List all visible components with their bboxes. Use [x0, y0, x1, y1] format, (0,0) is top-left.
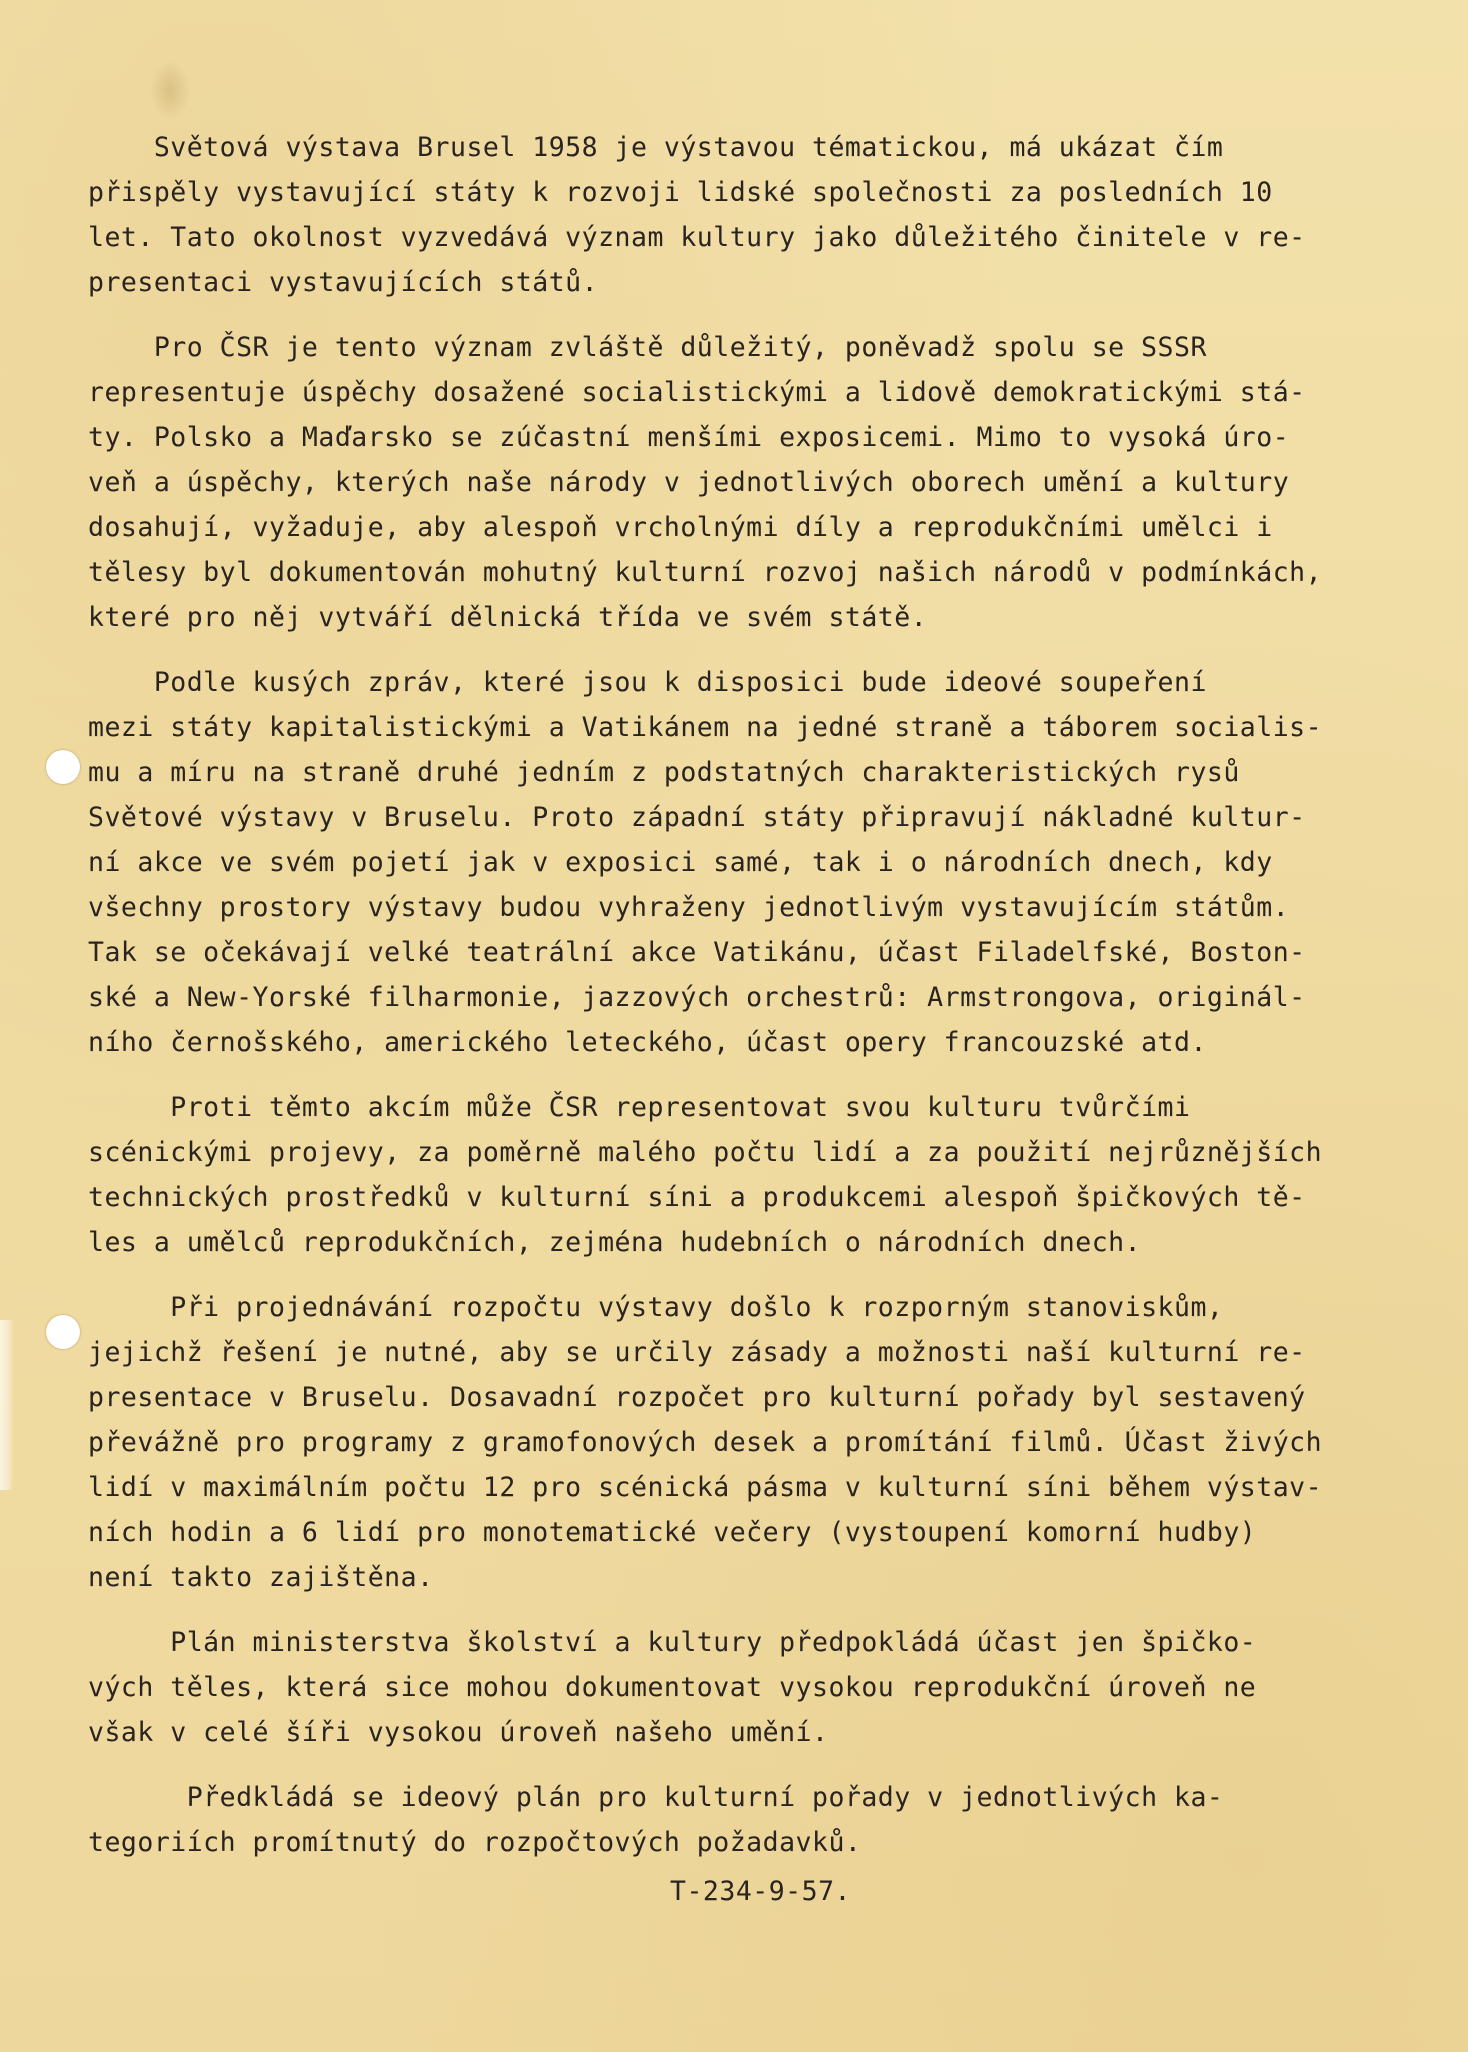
text-line: presentaci vystavujících států. — [88, 267, 599, 298]
text-line: presentace v Bruselu. Dosavadní rozpočet pro kulturní pořady byl sestavený — [88, 1382, 1306, 1413]
text-line: není takto zajištěna. — [88, 1562, 434, 1593]
paragraph — [88, 325, 1428, 640]
text-line: ní akce ve svém pojetí jak v exposici samé, tak i o národních dnech, kdy — [88, 847, 1273, 878]
punch-hole-top — [46, 750, 80, 784]
text-line: Tak se očekávají velké teatrální akce Vatikánu, účast Filadelfské, Boston- — [88, 937, 1306, 968]
text-line: Pro ČSR je tento význam zvláště důležitý, poněvadž spolu se SSSR — [88, 332, 1207, 363]
text-line: Plán ministerstva školství a kultury předpokládá účast jen špičko- — [88, 1627, 1257, 1658]
text-line: ních hodin a 6 lidí pro monotematické večery (vystoupení komorní hudby) — [88, 1517, 1257, 1548]
paragraph — [88, 1285, 1428, 1600]
text-line: veň a úspěchy, kterých naše národy v jednotlivých oborech umění a kultury — [88, 467, 1290, 498]
text-line: ty. Polsko a Maďarsko se zúčastní menšími exposicemi. Mimo to vysoká úro- — [88, 422, 1290, 453]
text-line: jejichž řešení je nutné, aby se určily zásady a možnosti naší kulturní re- — [88, 1337, 1306, 1368]
text-line: Světová výstava Brusel 1958 je výstavou tématickou, má ukázat čím — [88, 132, 1224, 163]
text-line: však v celé šíři vysokou úroveň našeho umění. — [88, 1717, 829, 1748]
document-reference: T-234-9-57. — [670, 1876, 851, 1907]
text-line: Předkládá se ideový plán pro kulturní pořady v jednotlivých ka- — [88, 1782, 1224, 1813]
text-line: mu a míru na straně druhé jedním z podstatných charakteristických rysů — [88, 757, 1240, 788]
document-body — [88, 125, 1428, 1885]
text-line: mezi státy kapitalistickými a Vatikánem na jedné straně a táborem socialis- — [88, 712, 1323, 743]
paper-stain — [150, 60, 190, 120]
text-line: všechny prostory výstavy budou vyhraženy jednotlivým vystavujícím státům. — [88, 892, 1290, 923]
text-line: které pro něj vytváří dělnická třída ve svém státě. — [88, 602, 928, 633]
paragraph — [88, 1620, 1428, 1755]
punch-hole-bottom — [46, 1315, 80, 1349]
paragraph — [88, 1775, 1428, 1865]
text-line: ního černošského, amerického leteckého, účast opery francouzské atd. — [88, 1027, 1207, 1058]
text-line: scénickými projevy, za poměrně malého počtu lidí a za použití nejrůznějších — [88, 1137, 1323, 1168]
paragraph — [88, 660, 1428, 1065]
text-line: převážně pro programy z gramofonových desek a promítání filmů. Účast živých — [88, 1427, 1323, 1458]
text-line: Podle kusých zpráv, které jsou k disposici bude ideové soupeření — [88, 667, 1207, 698]
text-line: přispěly vystavující státy k rozvoji lidské společnosti za posledních 10 — [88, 177, 1273, 208]
text-line: tělesy byl dokumentován mohutný kulturní rozvoj našich národů v podmínkách, — [88, 557, 1323, 588]
text-line: les a umělců reprodukčních, zejména hudebních o národních dnech. — [88, 1227, 1142, 1258]
text-line: tegoriích promítnutý do rozpočtových požadavků. — [88, 1827, 862, 1858]
text-line: technických prostředků v kulturní síni a produkcemi alespoň špičkových tě- — [88, 1182, 1306, 1213]
paragraph — [88, 125, 1428, 305]
text-line: representuje úspěchy dosažené socialistickými a lidově demokratickými stá- — [88, 377, 1306, 408]
text-line: lidí v maximálním počtu 12 pro scénická pásma v kulturní síni během výstav- — [88, 1472, 1323, 1503]
text-line: ské a New-Yorské filharmonie, jazzových orchestrů: Armstrongova, originál- — [88, 982, 1306, 1013]
text-line: Světové výstavy v Bruselu. Proto západní státy připravují nákladné kultur- — [88, 802, 1306, 833]
text-line: vých těles, která sice mohou dokumentovat vysokou reprodukční úroveň ne — [88, 1672, 1257, 1703]
text-line: let. Tato okolnost vyzvedává význam kultury jako důležitého činitele v re- — [88, 222, 1306, 253]
paragraph — [88, 1085, 1428, 1265]
torn-edge — [0, 1320, 14, 1490]
text-line: Při projednávání rozpočtu výstavy došlo k rozporným stanoviskům, — [88, 1292, 1224, 1323]
text-line: dosahují, vyžaduje, aby alespoň vrcholnými díly a reprodukčními umělci i — [88, 512, 1273, 543]
text-line: Proti těmto akcím může ČSR representovat svou kulturu tvůrčími — [88, 1092, 1191, 1123]
